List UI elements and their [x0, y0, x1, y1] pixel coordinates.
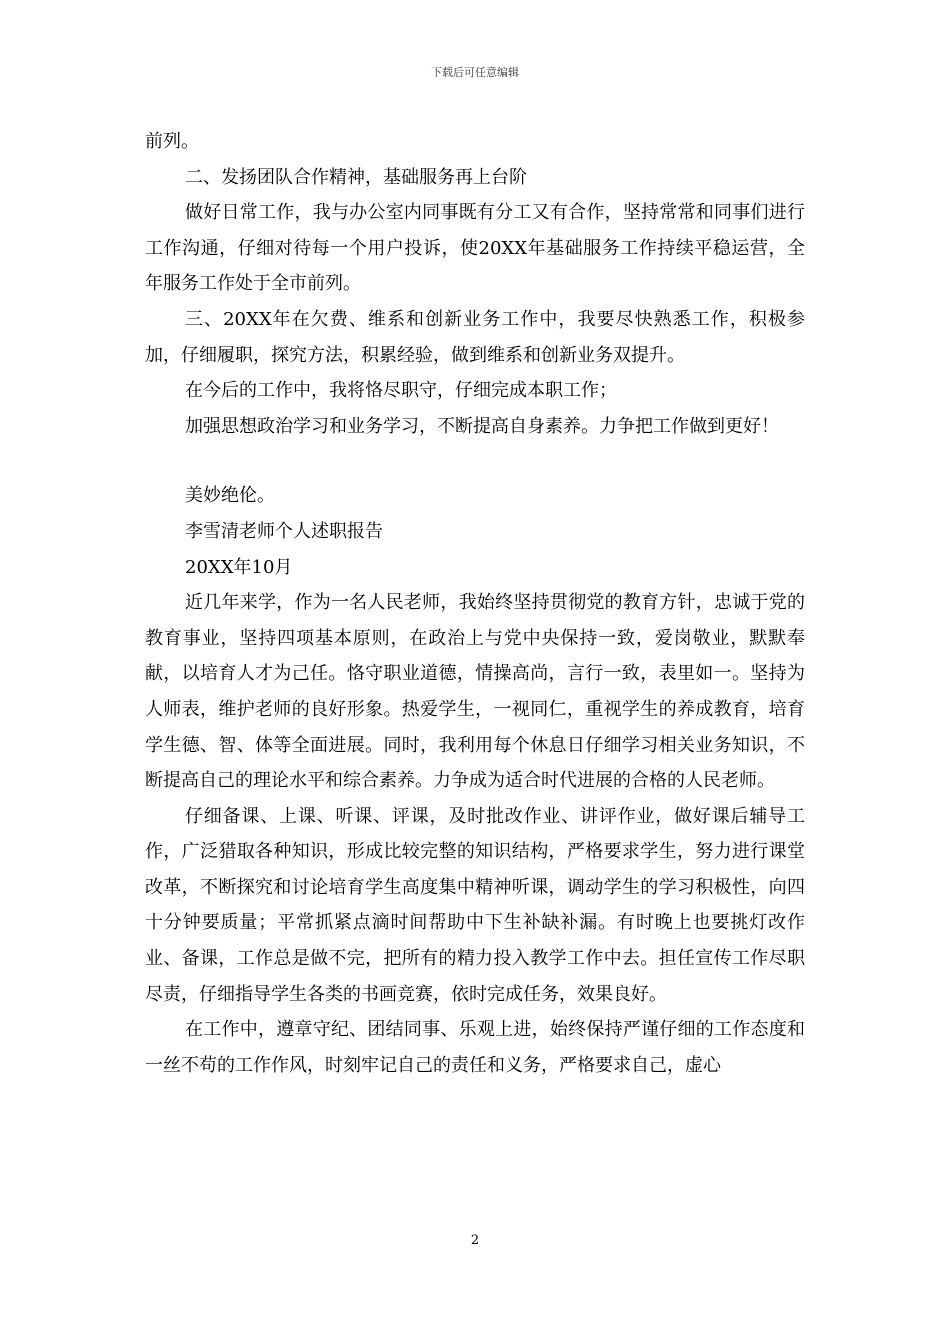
report-date: 20XX年10月 — [185, 556, 293, 578]
blank-line — [145, 444, 805, 478]
paragraph: 加强思想政治学习和业务学习，不断提高自身素养。力争把工作做到更好！ — [185, 415, 779, 437]
paragraph-continuation: 前列。 — [145, 131, 199, 152]
paragraph: 在今后的工作中，我将恪尽职守，仔细完成本职工作； — [185, 380, 617, 402]
paragraph: 仔细备课、上课、听课、评课，及时批改作业、讲评作业，做好课后辅导工作，广泛猎取各种知识，形成比较完整的知识结构，严格要求学生，努力进行课堂改革，不断探究和讨论培育学生高度集中精神听课，调动学生的学习积极性，向四十分钟要质量；平常抓紧点滴时间帮助中下生补缺补漏。有时晚上也要挑灯改作业、备课，工作总是做不完，把所有的精力投入教学工作中去。担任宣传工作尽职尽责，仔细指导学生各类的书画竞赛，依时完成任务，效果良好。 — [145, 805, 805, 1005]
section-heading-3: 三、20XX年在欠费、维系和创新业务工作中，我要尽快熟悉工作，积极参加，仔细履职，探究方法，积累经验，做到维系和创新业务双提升。 — [145, 308, 805, 366]
paragraph: 在工作中，遵章守纪、团结同事、乐观上进，始终保持严谨仔细的工作态度和一丝不苟的工作作风，时刻牢记自己的责任和义务，严格要求自己，虚心 — [145, 1019, 805, 1076]
paragraph: 近几年来学，作为一名人民老师，我始终坚持贯彻党的教育方针，忠诚于党的教育事业，坚持四项基本原则，在政治上与党中央保持一致，爱岗敬业，默默奉献，以培育人才为己任。恪守职业道德，情操高尚，言行一致，表里如一。坚持为人师表，维护老师的良好形象。热爱学生，一视同仁，重视学生的养成教育，培育学生德、智、体等全面进展。同时，我利用每个休息日仔细学习相关业务知识，不断提高自己的理论水平和综合素养。力争成为适合时代进展的合格的人民老师。 — [145, 592, 805, 792]
section-heading-2: 二、发扬团队合作精神，基础服务再上台阶 — [185, 166, 527, 188]
page-header: 下载后可任意编辑 — [431, 66, 519, 79]
paragraph: 做好日常工作，我与办公室内同事既有分工又有合作，坚持常常和同事们进行工作沟通，仔细对待每一个用户投诉，使20XX年基础服务工作持续平稳运营，全年服务工作处于全市前列。 — [145, 202, 805, 295]
page-number: 2 — [470, 1233, 480, 1248]
report-title: 李雪清老师个人述职报告 — [185, 520, 383, 542]
paragraph: 美妙绝伦。 — [185, 485, 275, 507]
document-body — [145, 124, 805, 1083]
